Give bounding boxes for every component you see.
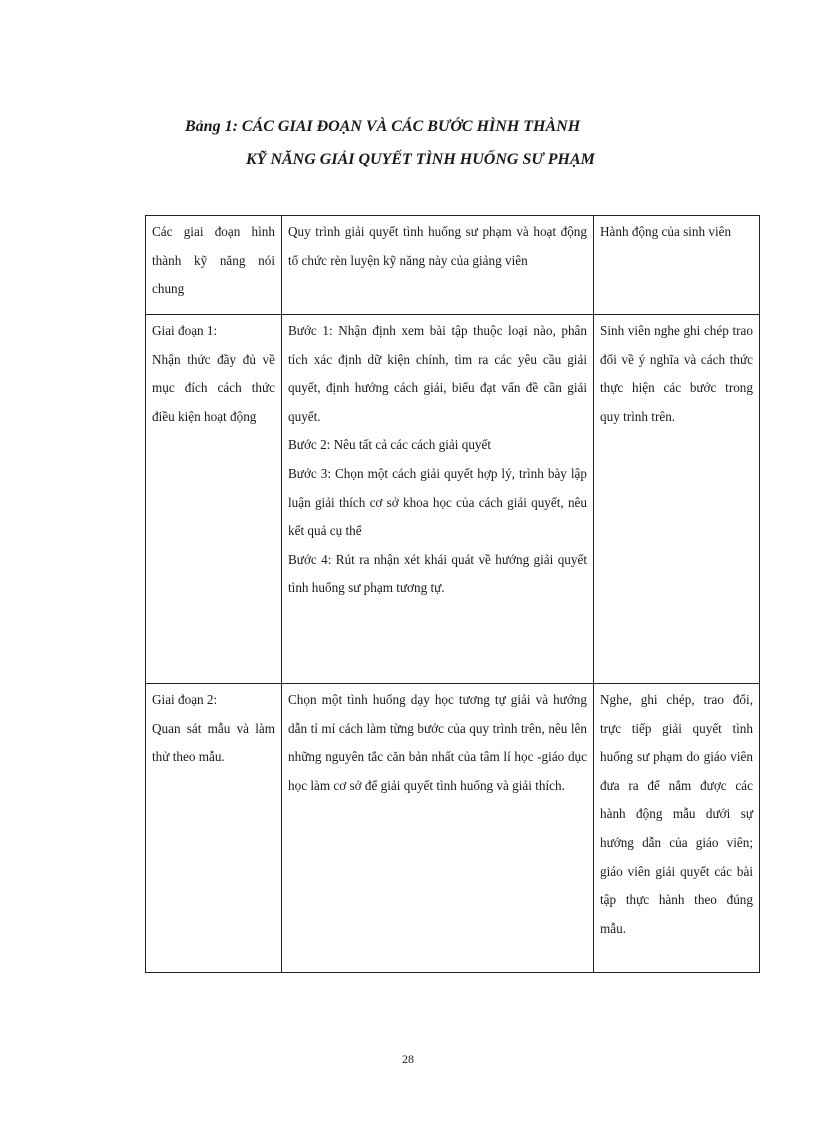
step-1: Bước 1: Nhận định xem bài tập thuộc loại nào, phân tích xác định dữ kiện chính, tìm ra các yêu cầu giải quyết, định hướng cách giải, biểu đạt vấn đề cần giải quyết. bbox=[288, 323, 587, 424]
stage-description: Quan sát mẫu và làm thử theo mẫu. bbox=[152, 720, 275, 765]
student-actions-cell: Nghe, ghi chép, trao đổi, trực tiếp giải quyết tình huống sư phạm do giáo viên đưa ra để nắm được các hành động mẫu dưới sự hướng dẫn của giáo viên; giáo viên giải quyết các bài tập thực hành theo đúng mẫu. bbox=[594, 684, 760, 973]
header-cell-stages: Các giai đoạn hình thành kỹ năng nói chung bbox=[146, 216, 282, 315]
stage-title: Giai đoạn 2: bbox=[152, 692, 218, 707]
step-2: Bước 2: Nêu tất cả các cách giải quyết bbox=[288, 437, 492, 453]
table-caption-line-2: KỸ NĂNG GIẢI QUYẾT TÌNH HUỐNG SƯ PHẠM bbox=[246, 151, 595, 168]
table-header-row bbox=[146, 216, 760, 315]
step-4: Bước 4: Rút ra nhận xét khái quát về hướng giải quyết tình huống sư phạm tương tự. bbox=[288, 551, 587, 596]
page-number: 28 bbox=[402, 1052, 414, 1066]
table-caption-line-1: Bảng 1: CÁC GIAI ĐOẠN VÀ CÁC BƯỚC HÌNH THÀNH bbox=[185, 118, 581, 135]
procedure-cell bbox=[282, 315, 594, 684]
stage-cell bbox=[146, 684, 282, 973]
stage-description: Nhận thức đầy đủ về mục đích cách thức điều kiện hoạt động bbox=[152, 351, 275, 424]
stage-cell bbox=[146, 315, 282, 684]
procedure-cell: Chọn một tình huống dạy học tương tự giải và hướng dẫn tỉ mỉ cách làm từng bước của quy trình trên, nêu lên những nguyên tắc căn bản nhất của tâm lí học -giáo dục học làm cơ sở để giải quyết tình huống và giải thích. bbox=[282, 684, 594, 973]
student-actions-cell: Sinh viên nghe ghi chép trao đổi về ý nghĩa và cách thức thực hiện các bước trong quy trình trên. bbox=[594, 315, 760, 684]
skill-stages-table bbox=[145, 215, 760, 973]
header-cell-procedure: Quy trình giải quyết tình huống sư phạm và hoạt động tổ chức rèn luyện kỹ năng này của giảng viên bbox=[282, 216, 594, 315]
header-cell-student-actions: Hành động của sinh viên bbox=[594, 216, 760, 315]
table-row bbox=[146, 315, 760, 684]
table-row bbox=[146, 684, 760, 973]
step-3: Bước 3: Chọn một cách giải quyết hợp lý, trình bày lập luận giải thích cơ sở khoa học của cách giải quyết, nêu kết quả cụ thể bbox=[288, 465, 587, 539]
stage-title: Giai đoạn 1: bbox=[152, 323, 218, 338]
